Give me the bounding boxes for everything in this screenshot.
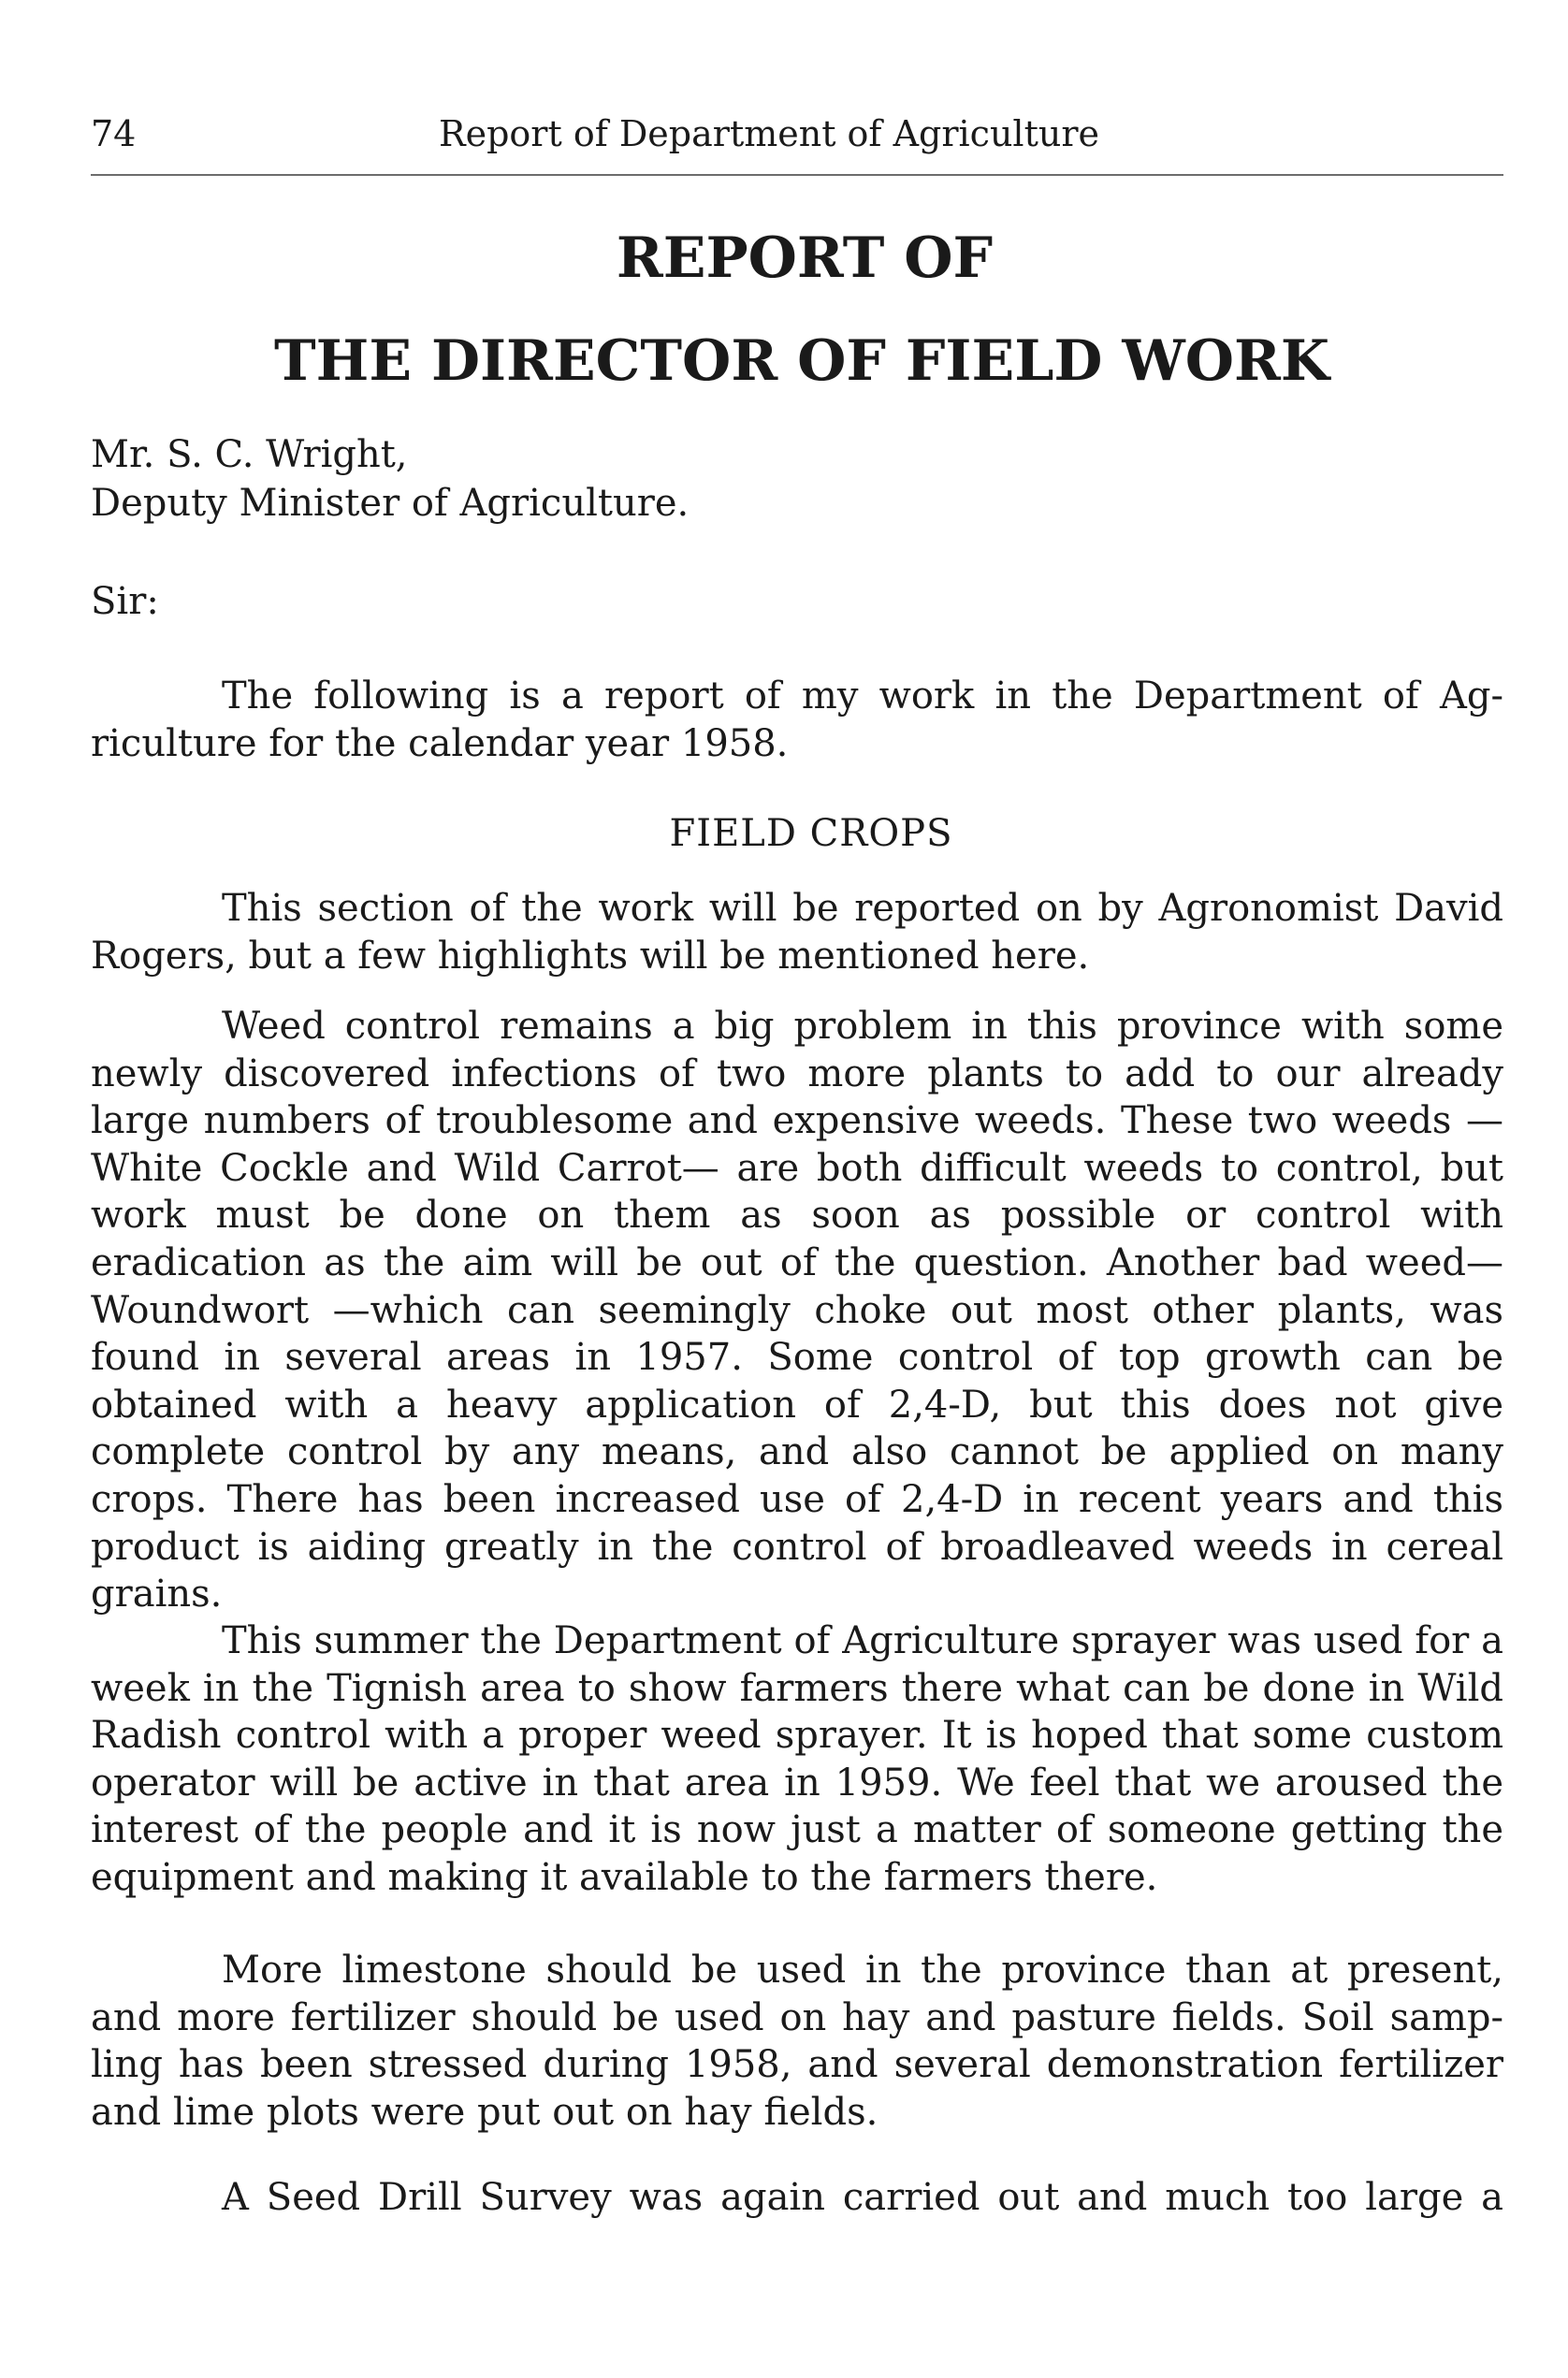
paragraph-limestone: More limestone should be used in the province than at present, and more fertilizer should be used on hay and pasture fields. Soil sampling has been stressed during 1958, and several demonstration fertilizer and lime plots were put out on hay fields.: [91, 1949, 1503, 2134]
report-title-line-2: THE DIRECTOR OF FIELD WORK: [274, 328, 1329, 394]
paragraph-weed-control: Weed control remains a big problem in this province with some newly discovered infections of two more plants to add to our already large numbers of troublesome and expensive weeds. These two weeds — White Cockle and Wild Carrot— are both difficult weeds to control, but work must be done on them as soon as possible or control with eradication as the aim will be out of the question. Another bad weed—Woundwort —which can seemingly choke out most other plants, was found in several areas in 1957. Some control of top growth can be obtained with a heavy application of 2,4-D, but this does not give complete control by any means, and also cannot be applied on many crops. There has been increased use of 2,4-D in recent years and this product is aiding greatly in the control of broadleaved weeds in cereal grains.: [91, 1005, 1503, 1617]
paragraph-seed-drill: A Seed Drill Survey was again carried out and much too large a: [222, 2176, 1503, 2219]
intro-paragraph: The following is a report of my work in the Department of Agriculture for the calendar year 1958.: [91, 674, 1503, 765]
paragraph-agronomist: This section of the work will be reported on by Agronomist David Rogers, but a few highlights will be mentioned here.: [91, 887, 1503, 978]
recipient-name: Mr. S. C. Wright,: [91, 433, 408, 476]
salutation: Sir:: [91, 580, 159, 623]
page-number: 74: [91, 113, 137, 154]
paragraph-sprayer: This summer the Department of Agriculture sprayer was used for a week in the Tignish area to show farmers there what can be done in Wild Radish control with a proper weed sprayer. It is hoped that some custom operator will be active in that area in 1959. We feel that we aroused the interest of the people and it is now just a matter of someone getting the equipment and making it available to the farmers there.: [91, 1619, 1503, 1899]
header-rule: [91, 174, 1503, 176]
running-title: Report of Department of Agriculture: [439, 113, 1099, 154]
recipient-position: Deputy Minister of Agriculture.: [91, 482, 690, 525]
report-title-line-1: REPORT OF: [616, 225, 994, 291]
running-header: [91, 110, 1503, 157]
section-heading: FIELD CROPS: [669, 812, 953, 855]
